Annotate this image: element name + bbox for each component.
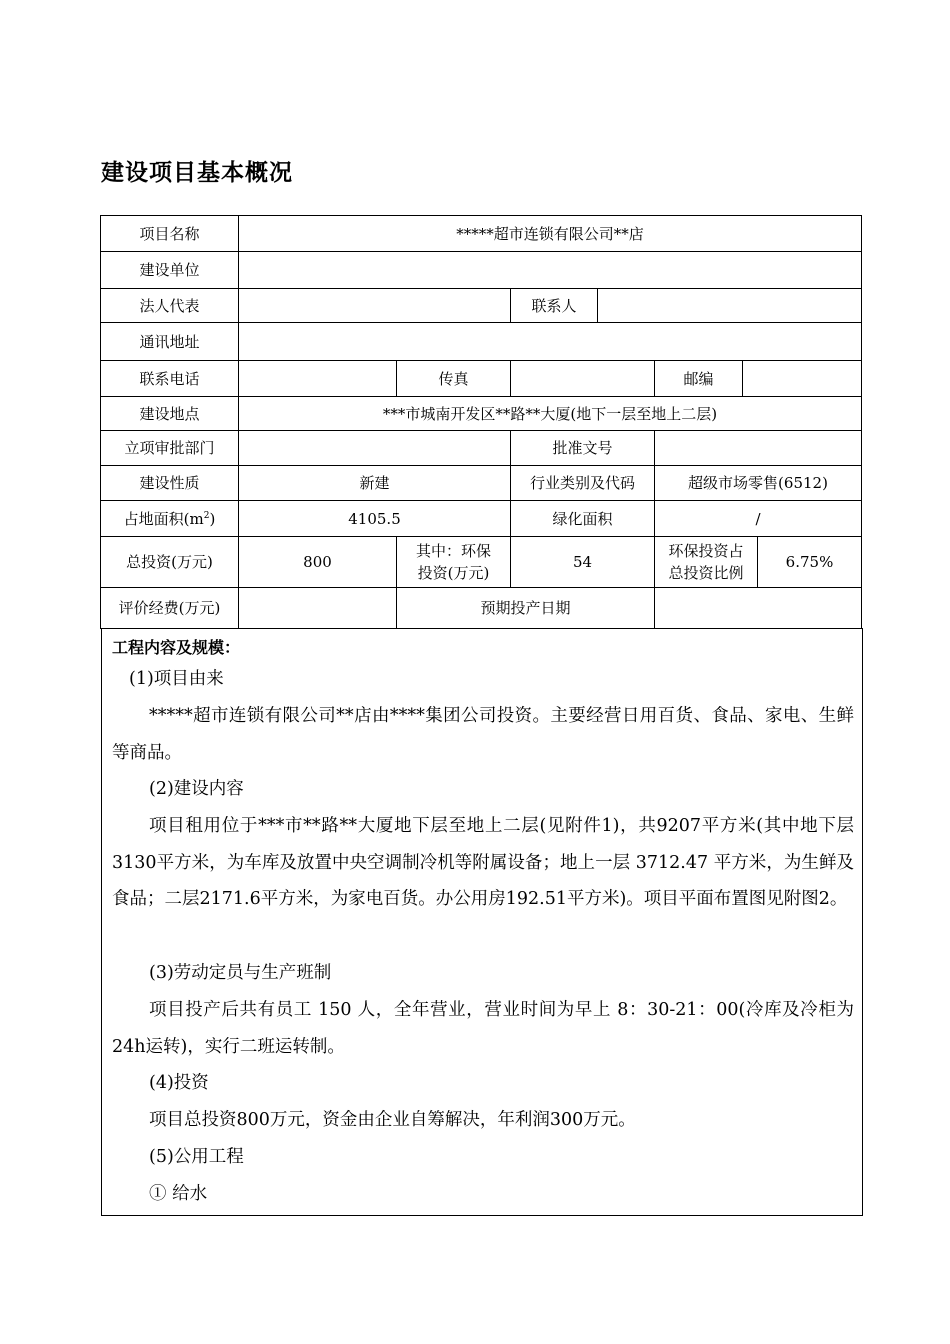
project-name-label: 项目名称 xyxy=(100,215,239,252)
phone-label: 联系电话 xyxy=(100,360,239,397)
address-value xyxy=(238,322,862,361)
section-heading: 工程内容及规模： xyxy=(112,638,241,657)
industry-value: 超级市场零售(6512) xyxy=(654,465,862,501)
approval-doc-label: 批准文号 xyxy=(510,430,655,466)
contact-label: 联系人 xyxy=(510,288,598,323)
section-2-title: (2)建设内容 xyxy=(149,779,244,799)
env-ratio-label: 环保投资占 总投资比例 xyxy=(654,536,758,588)
approval-doc-value xyxy=(654,430,862,466)
page-title: 建设项目基本概况 xyxy=(101,160,293,186)
section-1-title: (1)项目由来 xyxy=(129,669,224,689)
production-date-value xyxy=(654,587,862,629)
green-value: / xyxy=(654,500,862,537)
section-3-text: 项目投产后共有员工 150 人，全年营业，营业时间为早上 8：30-21：00(冷库及冷柜为24h运转)，实行二班运转制。 xyxy=(112,1000,854,1057)
postcode-value xyxy=(742,360,862,397)
section-1-text: *****超市连锁有限公司**店由****集团公司投资。主要经营日用百货、食品、家电、生鲜等商品。 xyxy=(112,706,854,763)
eval-fee-label: 评价经费(万元) xyxy=(100,587,239,629)
industry-label: 行业类别及代码 xyxy=(510,465,655,501)
area-value: 4105.5 xyxy=(238,500,511,537)
env-ratio-value: 6.75% xyxy=(757,536,862,588)
eval-fee-value xyxy=(238,587,397,629)
builder-label: 建设单位 xyxy=(100,251,239,289)
nature-value: 新建 xyxy=(238,465,511,501)
builder-value xyxy=(238,251,862,289)
section-2-text: 项目租用位于***市**路**大厦地下层至地上二层(见附件1)，共9207平方米(其中地下层3130平方米，为车库及放置中央空调制冷机等附属设备；地上一层 3712.47 平方米，为生鲜及食品；二层2171.6平方米，为家电百货。办公用房192.51平方米)。项目平面布置图见附图2。 xyxy=(112,816,854,909)
env-invest-value: 54 xyxy=(510,536,655,588)
fax-label: 传真 xyxy=(396,360,511,397)
section-3-title: (3)劳动定员与生产班制 xyxy=(149,963,332,983)
area-label: 占地面积$(m^2)$ xyxy=(100,500,239,537)
postcode-label: 邮编 xyxy=(654,360,743,397)
section-4-text: 项目总投资800万元，资金由企业自筹解决，年利润300万元。 xyxy=(149,1110,636,1130)
approval-dept-value xyxy=(238,430,511,466)
production-date-label: 预期投产日期 xyxy=(396,587,655,629)
fax-value xyxy=(510,360,655,397)
nature-label: 建设性质 xyxy=(100,465,239,501)
phone-value xyxy=(238,360,397,397)
legal-rep-label: 法人代表 xyxy=(100,288,239,323)
address-label: 通讯地址 xyxy=(100,322,239,361)
env-invest-label: 其中：环保 投资(万元) xyxy=(396,536,511,588)
site-value: ***市城南开发区**路**大厦(地下一层至地上二层) xyxy=(238,396,862,431)
legal-rep-value xyxy=(238,288,511,323)
approval-dept-label: 立项审批部门 xyxy=(100,430,239,466)
site-label: 建设地点 xyxy=(100,396,239,431)
water-supply-item: ① 给水 xyxy=(149,1184,208,1204)
total-invest-value: 800 xyxy=(238,536,397,588)
section-5-title: (5)公用工程 xyxy=(149,1147,244,1167)
project-content-section xyxy=(101,628,863,1216)
total-invest-label: 总投资(万元) xyxy=(100,536,239,588)
section-4-title: (4)投资 xyxy=(149,1073,209,1093)
green-label: 绿化面积 xyxy=(510,500,655,537)
project-name-value: *****超市连锁有限公司**店 xyxy=(238,215,862,252)
contact-value xyxy=(597,288,862,323)
